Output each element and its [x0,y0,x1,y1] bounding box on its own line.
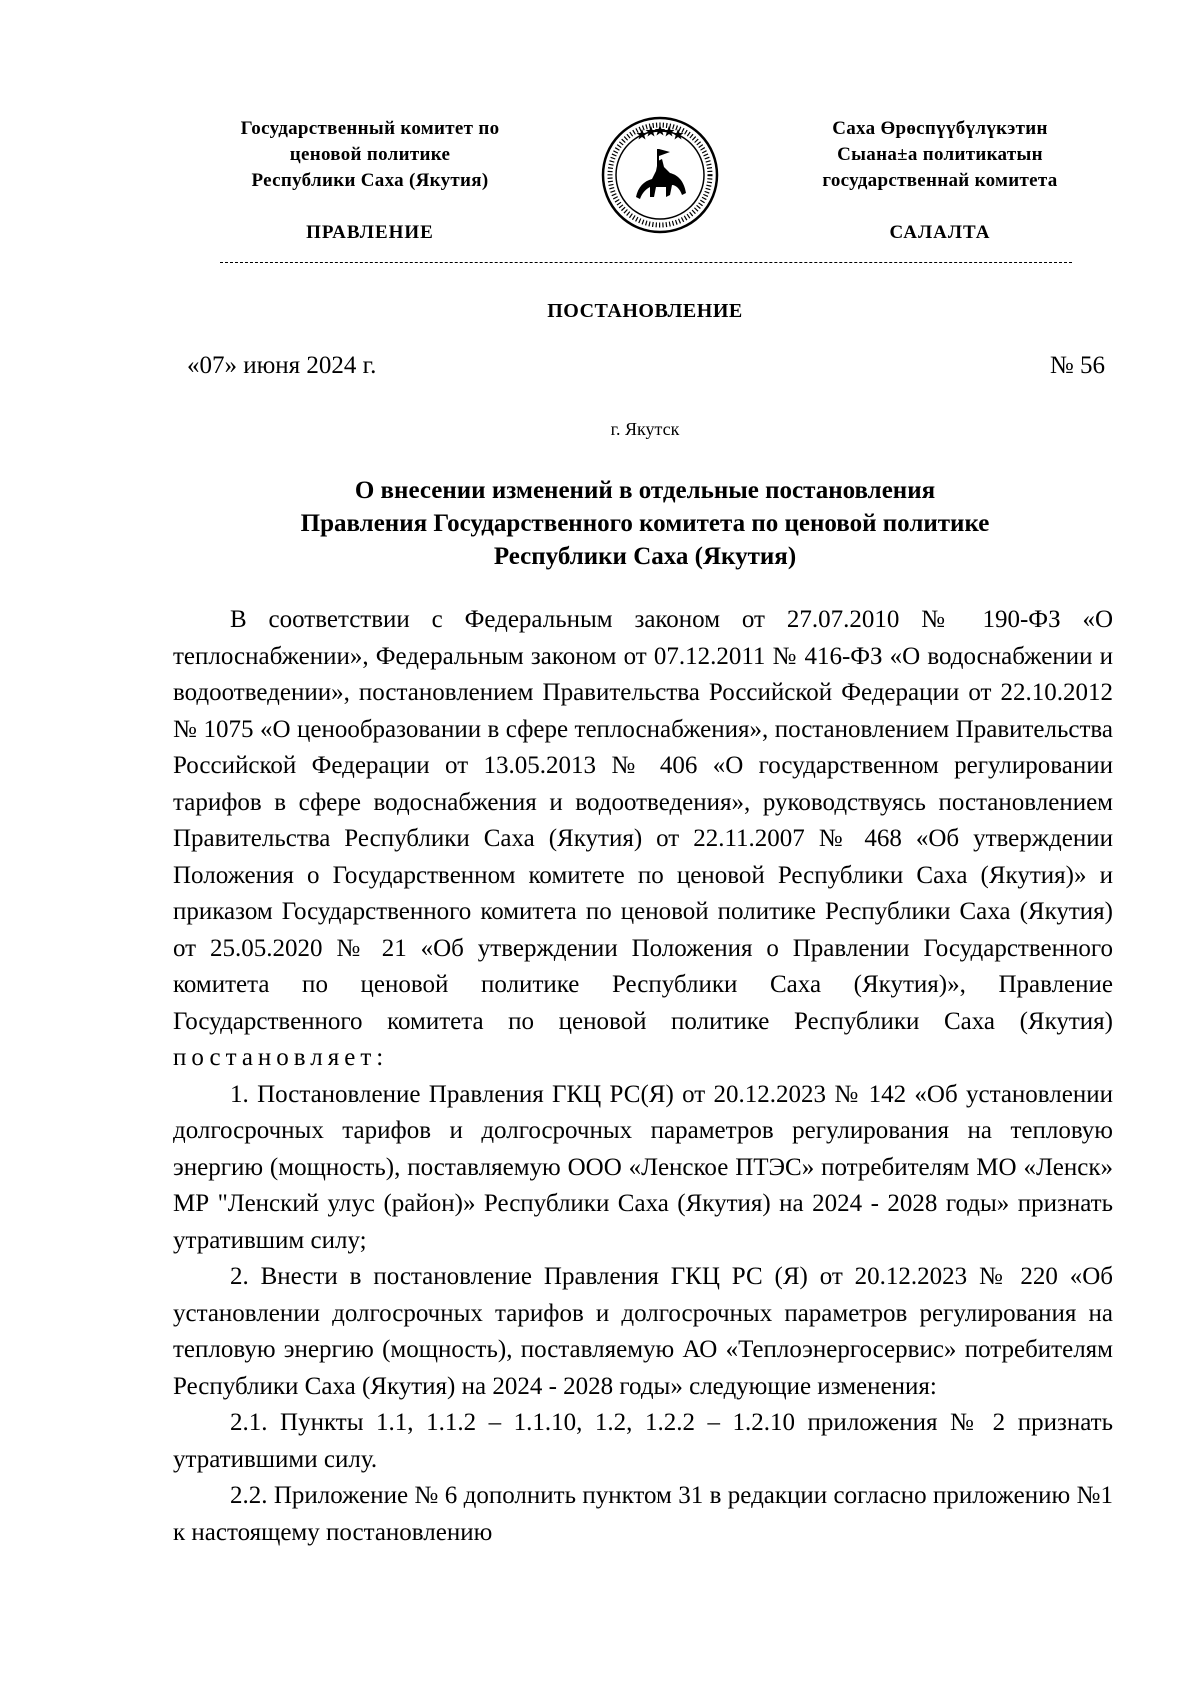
issuer-line: ценовой политике [289,144,451,165]
document-body [173,602,1113,1551]
document-city: г. Якутск [610,419,680,439]
clause-1: 1. Постановление Правления ГКЦ РС(Я) от 20.12.2023 № 142 «Об установлении долгосрочных тарифов и долгосрочных параметров регулирования на тепловую энергию (мощность), поставляемую ООО «Ленское ПТЭС» потребителям МО «Ленск» МР "Ленский улус (район)» Республики Саха (Якутия) на 2024 - 2028 годы» признать утратившим силу; [173,1080,1113,1254]
issuer-line: Саха Өрөспүүбүлүкэтин [832,118,1048,139]
issuer-name-russian [200,116,540,194]
preamble-paragraph [173,602,1113,1077]
document-title [160,474,1130,573]
board-label-russian: ПРАВЛЕНИЕ [306,222,434,243]
clause-2: 2. Внести в постановление Правления ГКЦ РС (Я) от 20.12.2023 № 220 «Об установлении долгосрочных тарифов и долгосрочных параметров регулирования на тепловую энергию (мощность), поставляемую АО «Теплоэнергосервис» потребителям Республики Саха (Якутия) на 2024 - 2028 годы» следующие изменения: [173,1263,1113,1400]
board-label-yakut: САЛАЛТА [889,222,991,243]
coat-of-arms-emblem-icon [600,115,720,235]
header-divider [220,262,1072,263]
document-number: № 56 [1049,352,1105,379]
title-line: Республики Саха (Якутия) [493,543,797,570]
clause-2-1: 2.1. Пункты 1.1, 1.1.2 – 1.1.10, 1.2, 1.2.2 – 1.2.10 приложения № 2 признать утратившими силу. [173,1409,1113,1473]
document-type: ПОСТАНОВЛЕНИЕ [547,300,743,322]
title-line: Правления Государственного комитета по ценовой политике [300,510,990,537]
issuer-line: государственнай комитета [822,170,1058,191]
issuer-line: Сыана±а политикатын [837,144,1043,165]
resolves-word: постановляет: [173,1044,389,1071]
issuer-line: Государственный комитет по [240,118,500,139]
title-line: О внесении изменений в отдельные постановления [354,477,936,504]
issuer-line: Республики Саха (Якутия) [251,170,489,191]
preamble-text: В соответствии с Федеральным законом от 27.07.2010 № 190-ФЗ «О теплоснабжении», Федеральным законом от 07.12.2011 № 416-ФЗ «О водоснабжении и водоотведении», постановлением Правительства Российской Федерации от 22.10.2012 № 1075 «О ценообразовании в сфере теплоснабжения», постановлением Правительства Российской Федерации от 13.05.2013 № 406 «О государственном регулировании тарифов в сфере водоснабжения и водоотведения», руководствуясь постановлением Правительства Республики Саха (Якутия) от 22.11.2007 № 468 «Об утверждении Положения о Государственном комитете по ценовой Республики Саха (Якутия)» и приказом Государственного комитета по ценовой политике Республики Саха (Якутия) от 25.05.2020 № 21 «Об утверждении Положения о Правлении Государственного комитета по ценовой политике Республики Саха (Якутия)», Правление Государственного комитета по ценовой политике Республики Саха (Якутия) [173,606,1113,1035]
clause-2-2: 2.2. Приложение № 6 дополнить пунктом 31 в редакции согласно приложению №1 к настоящему постановлению [173,1482,1113,1546]
issuer-name-yakut [770,116,1110,194]
document-date: «07» июня 2024 г. [187,352,377,379]
